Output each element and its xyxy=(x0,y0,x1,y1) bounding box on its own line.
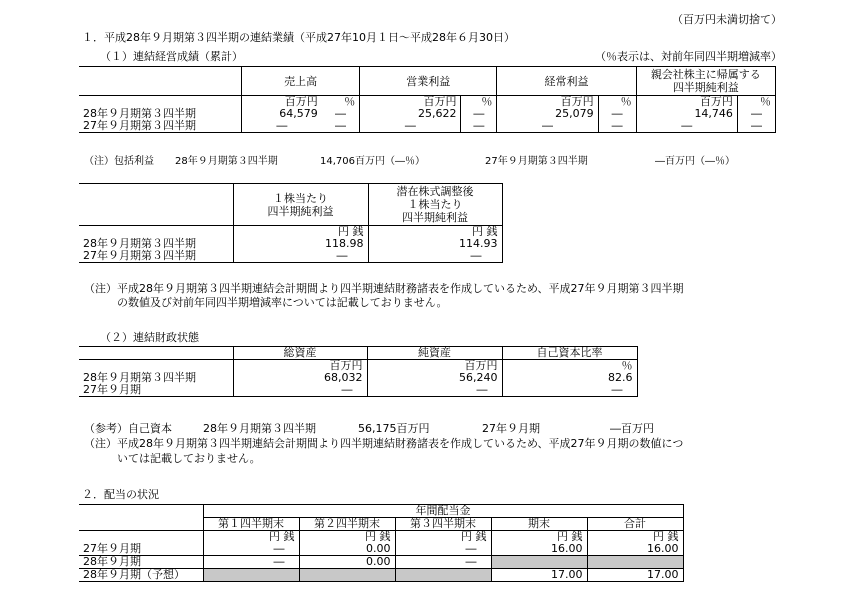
data-cell: ― xyxy=(395,556,491,569)
comprehensive-income-prefix: （注）包括利益 xyxy=(84,156,154,167)
data-cell: ― xyxy=(497,120,598,133)
data-cell: 64,579 xyxy=(242,108,322,120)
row-label: 27年９月期第３四半期 xyxy=(79,250,233,263)
unit-cell: ％ xyxy=(737,96,775,109)
unit-cell: 円 銭 xyxy=(491,531,587,544)
header-total: 合計 xyxy=(587,518,683,531)
data-cell: ― xyxy=(636,120,737,133)
row-label: 28年９月期 xyxy=(79,556,203,569)
unit-note: （百万円未満切捨て） xyxy=(672,13,782,26)
data-cell: 17.00 xyxy=(491,569,587,582)
data-cell: 25,622 xyxy=(360,108,461,120)
header-annual-dividend: 年間配当金 xyxy=(203,505,683,518)
comprehensive-income-cur-label: 28年９月期第３四半期 xyxy=(175,156,278,167)
data-cell: ― xyxy=(598,120,636,133)
data-cell: ― xyxy=(737,120,775,133)
eps-note-line2: の数値及び対前年同四半期増減率については記載しておりません。 xyxy=(117,296,448,309)
data-cell: 16.00 xyxy=(587,543,683,556)
corner-cell xyxy=(79,184,233,226)
data-cell: ― xyxy=(242,120,322,133)
data-cell: 17.00 xyxy=(587,569,683,582)
data-cell: ― xyxy=(502,384,637,397)
data-cell: ― xyxy=(360,120,461,133)
data-cell: 16.00 xyxy=(491,543,587,556)
equity-ref-cur-label: 28年９月期第３四半期 xyxy=(203,422,316,435)
data-cell: ― xyxy=(322,120,360,133)
unit-cell: 円 銭 xyxy=(395,531,491,544)
shaded-cell xyxy=(203,569,299,582)
unit-cell: 百万円 xyxy=(636,96,737,109)
data-cell: 68,032 xyxy=(233,372,367,384)
corner-cell xyxy=(79,505,203,531)
data-cell: ― xyxy=(461,120,497,133)
header-ordinary-income: 経常利益 xyxy=(497,67,636,96)
data-cell: ― xyxy=(368,250,502,263)
header-q1-end: 第１四半期末 xyxy=(203,518,299,531)
section1-subtitle: （１）連結経営成績（累計） xyxy=(100,50,243,63)
data-cell: 14,746 xyxy=(636,108,737,120)
equity-ref-prefix: （参考）自己資本 xyxy=(84,422,172,435)
row-label: 27年９月期 xyxy=(79,543,203,556)
unit-cell: 百万円 xyxy=(233,360,367,373)
financial-note-line1: （注）平成28年９月期第３四半期連結会計期間より四半期連結財務諸表を作成しているため、平成27年９月期の数値につ xyxy=(84,437,684,450)
dividend-title: ２．配当の状況 xyxy=(82,488,159,501)
dividend-table xyxy=(79,504,684,582)
data-cell: 56,240 xyxy=(367,372,502,384)
data-cell: 114.93 xyxy=(368,238,502,250)
financial-position-table xyxy=(79,346,638,397)
row-label: 28年９月期第３四半期 xyxy=(79,238,233,250)
header-sales: 売上高 xyxy=(242,67,360,96)
comprehensive-income-cur-value: 14,706百万円（―％） xyxy=(320,156,425,167)
equity-ref-prev-value: ―百万円 xyxy=(610,422,654,435)
shaded-cell xyxy=(491,556,587,569)
shaded-cell xyxy=(395,569,491,582)
unit-cell: ％ xyxy=(461,96,497,109)
unit-cell: 円 銭 xyxy=(203,531,299,544)
header-net-assets: 純資産 xyxy=(367,347,502,360)
data-cell: ― xyxy=(203,543,299,556)
financial-position-title: （２）連結財政状態 xyxy=(100,331,199,344)
data-cell: ― xyxy=(322,108,360,120)
row-label: 27年９月期第３四半期 xyxy=(79,120,242,133)
unit-cell: 円 銭 xyxy=(587,531,683,544)
unit-cell: 百万円 xyxy=(367,360,502,373)
header-year-end: 期末 xyxy=(491,518,587,531)
unit-cell: 百万円 xyxy=(360,96,461,109)
unit-cell: 百万円 xyxy=(242,96,322,109)
header-eps: １株当たり 四半期純利益 xyxy=(233,184,368,226)
corner-cell xyxy=(79,347,233,360)
comprehensive-income-prev-value: ―百万円（―％） xyxy=(655,156,735,167)
section1-title: １．平成28年９月期第３四半期の連結業績（平成27年10月１日～平成28年６月30日） xyxy=(82,31,515,44)
data-cell: 0.00 xyxy=(299,543,395,556)
data-cell: ― xyxy=(367,384,502,397)
operating-results-table xyxy=(79,66,776,133)
financial-note-line2: いては記載しておりません。 xyxy=(117,452,261,465)
unit-cell: ％ xyxy=(322,96,360,109)
data-cell: 25,079 xyxy=(497,108,598,120)
unit-cell: ％ xyxy=(502,360,637,373)
header-operating-income: 営業利益 xyxy=(360,67,497,96)
shaded-cell xyxy=(587,556,683,569)
data-cell: 82.6 xyxy=(502,372,637,384)
data-cell: ― xyxy=(233,384,367,397)
percent-note: （％表示は、対前年同四半期増減率） xyxy=(595,50,782,63)
unit-cell: 円 銭 xyxy=(368,226,502,239)
unit-cell: 円 銭 xyxy=(299,531,395,544)
header-total-assets: 総資産 xyxy=(233,347,367,360)
data-cell: ― xyxy=(598,108,636,120)
unit-cell: 百万円 xyxy=(497,96,598,109)
equity-ref-cur-value: 56,175百万円 xyxy=(358,422,430,435)
data-cell: ― xyxy=(737,108,775,120)
data-cell: ― xyxy=(461,108,497,120)
corner-cell xyxy=(79,67,242,96)
data-cell: ― xyxy=(233,250,368,263)
header-q3-end: 第３四半期末 xyxy=(395,518,491,531)
unit-cell: 円 銭 xyxy=(233,226,368,239)
header-net-income: 親会社株主に帰属する 四半期純利益 xyxy=(636,67,775,96)
data-cell: 0.00 xyxy=(299,556,395,569)
equity-ref-prev-label: 27年９月期 xyxy=(482,422,540,435)
data-cell: ― xyxy=(395,543,491,556)
row-label: 28年９月期第３四半期 xyxy=(79,372,233,384)
eps-note-line1: （注）平成28年９月期第３四半期連結会計期間より四半期連結財務諸表を作成しているため、平成27年９月期第３四半期 xyxy=(84,282,684,295)
row-label: 28年９月期（予想） xyxy=(79,569,203,582)
data-cell: ― xyxy=(203,556,299,569)
header-equity-ratio: 自己資本比率 xyxy=(502,347,637,360)
comprehensive-income-prev-label: 27年９月期第３四半期 xyxy=(485,156,588,167)
eps-table xyxy=(79,183,503,263)
unit-cell: ％ xyxy=(598,96,636,109)
row-label: 28年９月期第３四半期 xyxy=(79,108,242,120)
header-diluted-eps: 潜在株式調整後 １株当たり 四半期純利益 xyxy=(368,184,502,226)
shaded-cell xyxy=(299,569,395,582)
header-q2-end: 第２四半期末 xyxy=(299,518,395,531)
data-cell: 118.98 xyxy=(233,238,368,250)
row-label: 27年９月期 xyxy=(79,384,233,397)
